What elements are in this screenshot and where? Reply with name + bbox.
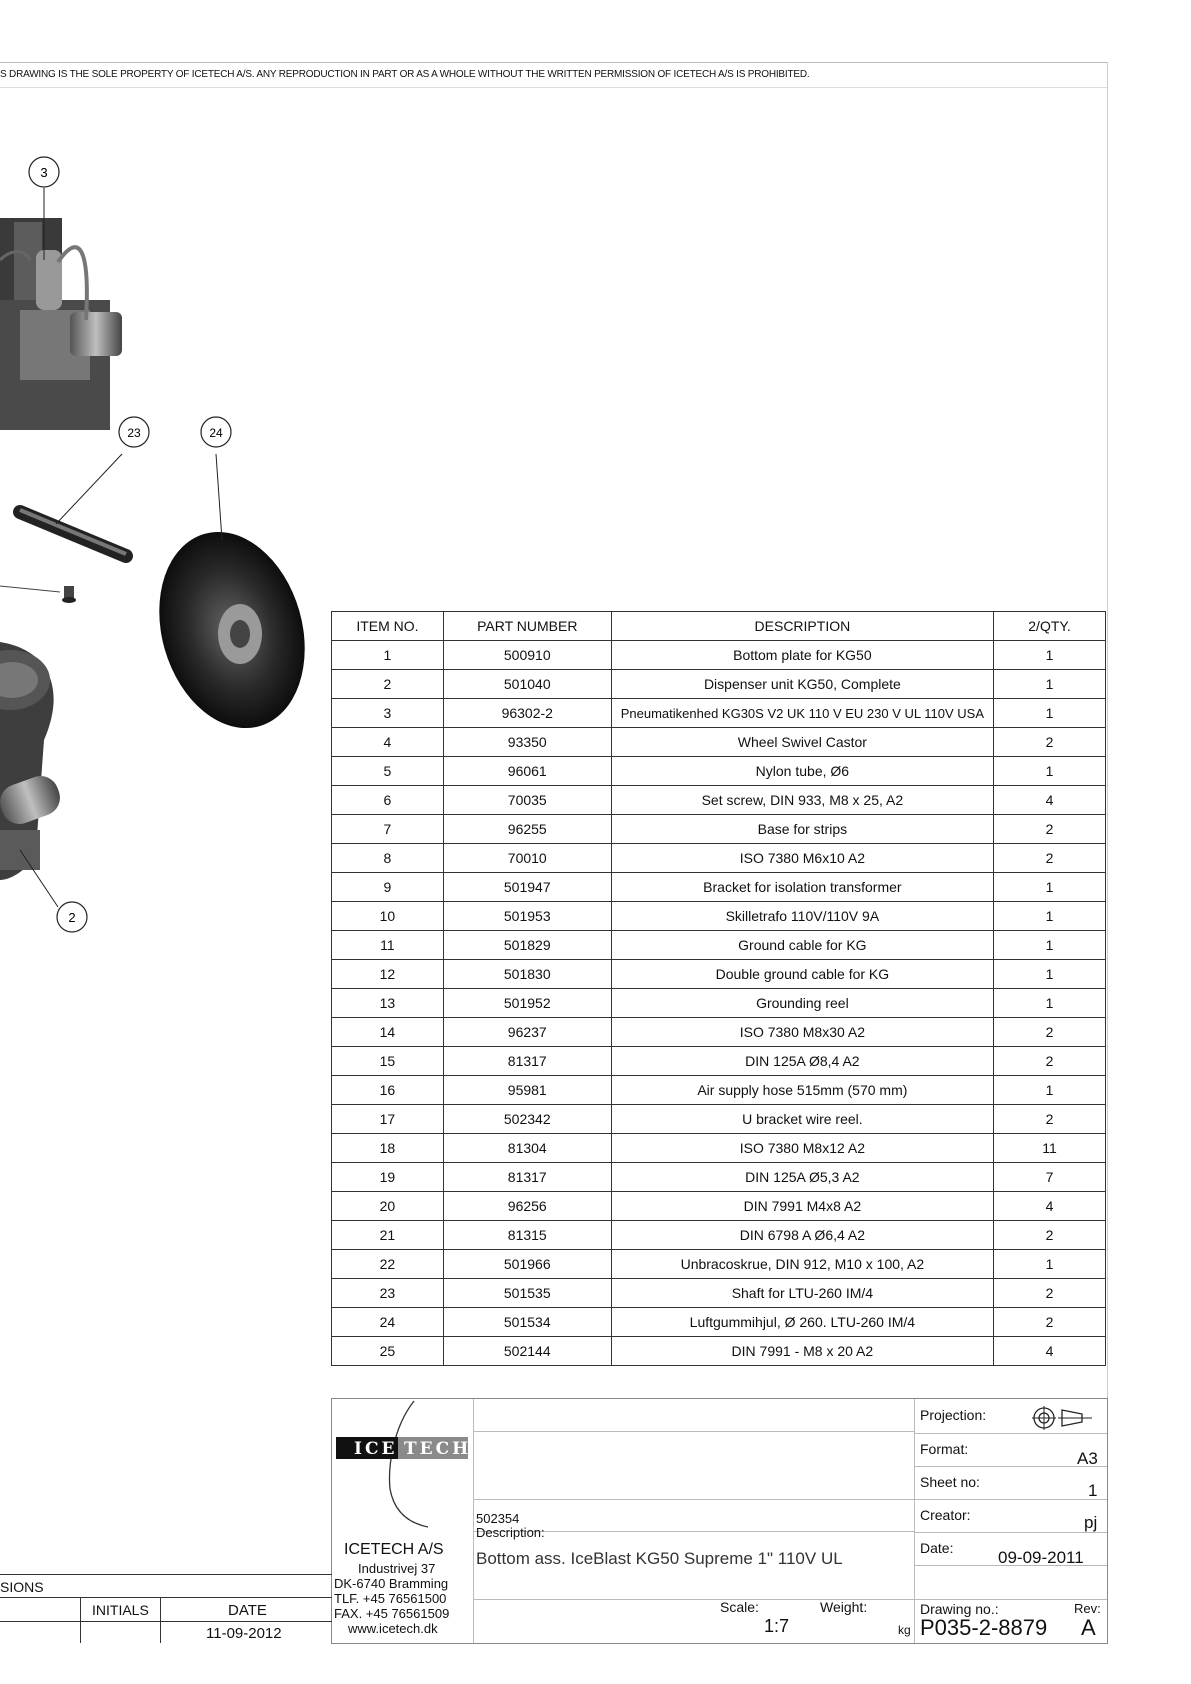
sheet-value: 1 (1088, 1481, 1098, 1500)
qty: 11 (994, 1134, 1106, 1163)
creator-value: pj (1084, 1513, 1098, 1532)
description: Wheel Swivel Castor (611, 728, 993, 757)
qty: 2 (994, 1047, 1106, 1076)
table-row (332, 960, 1106, 989)
table-row (332, 815, 1106, 844)
part-number: 502144 (443, 1337, 611, 1366)
item-no: 9 (332, 873, 444, 902)
item-no: 25 (332, 1337, 444, 1366)
table-row (332, 1163, 1106, 1192)
description: U bracket wire reel. (611, 1105, 993, 1134)
item-no: 21 (332, 1221, 444, 1250)
item-no: 19 (332, 1163, 444, 1192)
revision-date-label: DATE (228, 1602, 267, 1619)
table-row (332, 1279, 1106, 1308)
table-row (332, 873, 1106, 902)
qty: 2 (994, 1105, 1106, 1134)
qty: 2 (994, 1308, 1106, 1337)
assembly-drawing (0, 90, 330, 950)
table-row (332, 1308, 1106, 1337)
table-row (332, 1134, 1106, 1163)
qty: 1 (994, 1076, 1106, 1105)
table-row (332, 1047, 1106, 1076)
weight-unit: kg (898, 1623, 911, 1637)
description: DIN 7991 M4x8 A2 (611, 1192, 993, 1221)
company-fax: FAX. +45 76561509 (334, 1606, 450, 1621)
description: Grounding reel (611, 989, 993, 1018)
item-no: 4 (332, 728, 444, 757)
item-no: 2 (332, 670, 444, 699)
drawing-no-label: Drawing no.: (920, 1601, 999, 1617)
table-row (332, 1337, 1106, 1366)
qty: 1 (994, 873, 1106, 902)
description: Set screw, DIN 933, M8 x 25, A2 (611, 786, 993, 815)
table-row (332, 902, 1106, 931)
table-row (332, 844, 1106, 873)
table-row (332, 1018, 1106, 1047)
wheel (137, 515, 327, 746)
item-no: 18 (332, 1134, 444, 1163)
drawing-no-value: P035-2-8879 (920, 1615, 1048, 1640)
small-screw (0, 586, 76, 603)
description: Air supply hose 515mm (570 mm) (611, 1076, 993, 1105)
qty: 1 (994, 902, 1106, 931)
company-name: ICETECH A/S (344, 1541, 444, 1558)
part-number: 93350 (443, 728, 611, 757)
table-row (332, 1192, 1106, 1221)
description: Skilletrafo 110V/110V 9A (611, 902, 993, 931)
balloon-23-label: 23 (127, 426, 141, 440)
sheet-label: Sheet no: (920, 1474, 980, 1490)
description: Dispenser unit KG50, Complete (611, 670, 993, 699)
description: DIN 125A Ø8,4 A2 (611, 1047, 993, 1076)
scale-value: 1:7 (764, 1616, 790, 1636)
table-row (332, 1221, 1106, 1250)
part-number: 81315 (443, 1221, 611, 1250)
creator-label: Creator: (920, 1507, 971, 1523)
table-row (332, 641, 1106, 670)
balloon-2-label: 2 (68, 910, 76, 925)
description: Luftgummihjul, Ø 260. LTU-260 IM/4 (611, 1308, 993, 1337)
qty: 4 (994, 1192, 1106, 1221)
description: Double ground cable for KG (611, 960, 993, 989)
description: Unbracoskrue, DIN 912, M10 x 100, A2 (611, 1250, 993, 1279)
part-number: 502342 (443, 1105, 611, 1134)
scale-label: Scale: (720, 1599, 759, 1615)
item-no: 6 (332, 786, 444, 815)
part-number: 70035 (443, 786, 611, 815)
description: Pneumatikenhed KG30S V2 UK 110 V EU 230 V UL 110V USA (611, 699, 993, 728)
projection-symbol-icon (1032, 1405, 1102, 1431)
description: Bottom plate for KG50 (611, 641, 993, 670)
qty: 4 (994, 1337, 1106, 1366)
part-number: 501040 (443, 670, 611, 699)
company-website: www.icetech.dk (348, 1621, 438, 1636)
part-number: 96302-2 (443, 699, 611, 728)
drawing-description: Bottom ass. IceBlast KG50 Supreme 1" 110V UL (476, 1549, 843, 1568)
part-number: 95981 (443, 1076, 611, 1105)
projection-label: Projection: (920, 1407, 987, 1423)
balloon-3-label: 3 (40, 165, 48, 180)
col-part-number: PART NUMBER (443, 612, 611, 641)
rev-label: Rev: (1074, 1601, 1101, 1616)
table-row (332, 728, 1106, 757)
item-no: 15 (332, 1047, 444, 1076)
item-no: 17 (332, 1105, 444, 1134)
part-number: 96061 (443, 757, 611, 786)
item-no: 8 (332, 844, 444, 873)
format-label: Format: (920, 1441, 969, 1457)
description: DIN 125A Ø5,3 A2 (611, 1163, 993, 1192)
qty: 1 (994, 960, 1106, 989)
revisions-title: SIONS (0, 1579, 44, 1595)
description: Nylon tube, Ø6 (611, 757, 993, 786)
qty: 4 (994, 786, 1106, 815)
bill-of-materials (331, 611, 1106, 1366)
table-row (332, 989, 1106, 1018)
item-no: 24 (332, 1308, 444, 1337)
item-no: 1 (332, 641, 444, 670)
initials-label: INITIALS (92, 1602, 149, 1618)
table-row (332, 670, 1106, 699)
item-no: 16 (332, 1076, 444, 1105)
description: DIN 6798 A Ø6,4 A2 (611, 1221, 993, 1250)
table-row (332, 931, 1106, 960)
part-number: 501953 (443, 902, 611, 931)
item-no: 11 (332, 931, 444, 960)
description: Ground cable for KG (611, 931, 993, 960)
part-number: 96237 (443, 1018, 611, 1047)
item-no: 5 (332, 757, 444, 786)
description-label: Description: (476, 1525, 545, 1540)
col-description: DESCRIPTION (611, 612, 993, 641)
company-address-1: Industrivej 37 (358, 1561, 436, 1576)
part-number: 501952 (443, 989, 611, 1018)
description: ISO 7380 M6x10 A2 (611, 844, 993, 873)
title-block (331, 1398, 1108, 1644)
item-no: 10 (332, 902, 444, 931)
description: ISO 7380 M8x12 A2 (611, 1134, 993, 1163)
description: DIN 7991 - M8 x 20 A2 (611, 1337, 993, 1366)
part-number: 70010 (443, 844, 611, 873)
item-no: 3 (332, 699, 444, 728)
part-number: 81317 (443, 1163, 611, 1192)
part-number: 96255 (443, 815, 611, 844)
table-row (332, 699, 1106, 728)
part-number: 501829 (443, 931, 611, 960)
qty: 7 (994, 1163, 1106, 1192)
qty: 2 (994, 1018, 1106, 1047)
item-no: 20 (332, 1192, 444, 1221)
item-no: 7 (332, 815, 444, 844)
part-number: 501535 (443, 1279, 611, 1308)
col-qty: 2/QTY. (994, 612, 1106, 641)
qty: 2 (994, 728, 1106, 757)
bom-header-row (332, 612, 1106, 641)
part-number: 81304 (443, 1134, 611, 1163)
rev-value: A (1081, 1615, 1096, 1640)
item-no: 22 (332, 1250, 444, 1279)
qty: 2 (994, 1221, 1106, 1250)
qty: 1 (994, 931, 1106, 960)
table-row (332, 1076, 1106, 1105)
col-item-no: ITEM NO. (332, 612, 444, 641)
company-phone: TLF. +45 76561500 (334, 1591, 447, 1606)
part-number: 81317 (443, 1047, 611, 1076)
qty: 1 (994, 641, 1106, 670)
qty: 1 (994, 670, 1106, 699)
company-address-2: DK-6740 Bramming (334, 1576, 449, 1591)
date-value: 09-09-2011 (998, 1548, 1084, 1567)
part-number: 501830 (443, 960, 611, 989)
revisions-block (0, 1574, 332, 1643)
part-number: 96256 (443, 1192, 611, 1221)
shaft (20, 510, 126, 556)
table-row (332, 786, 1106, 815)
revision-date-value: 11-09-2012 (206, 1625, 282, 1642)
item-no: 13 (332, 989, 444, 1018)
description: Shaft for LTU-260 IM/4 (611, 1279, 993, 1308)
logo-text-ice: ICE (354, 1439, 398, 1459)
table-row (332, 1105, 1106, 1134)
part-number: 500910 (443, 641, 611, 670)
qty: 1 (994, 1250, 1106, 1279)
description: Bracket for isolation transformer (611, 873, 993, 902)
pneumatic-unit (0, 218, 122, 430)
item-no: 12 (332, 960, 444, 989)
qty: 2 (994, 1279, 1106, 1308)
date-label: Date: (920, 1540, 954, 1556)
qty: 2 (994, 844, 1106, 873)
table-row (332, 1250, 1106, 1279)
weight-label: Weight: (820, 1599, 868, 1615)
dispenser-unit (0, 642, 65, 880)
balloon-24-label: 24 (209, 426, 223, 440)
format-value: A3 (1077, 1449, 1098, 1468)
part-number: 501966 (443, 1250, 611, 1279)
description: Base for strips (611, 815, 993, 844)
icetech-logo (332, 1399, 473, 1529)
logo-text-tech: TECH (404, 1439, 472, 1459)
part-number: 501947 (443, 873, 611, 902)
qty: 1 (994, 757, 1106, 786)
item-no: 23 (332, 1279, 444, 1308)
part-no: 502354 (476, 1511, 520, 1526)
qty: 1 (994, 699, 1106, 728)
description: ISO 7380 M8x30 A2 (611, 1018, 993, 1047)
part-number: 501534 (443, 1308, 611, 1337)
qty: 2 (994, 815, 1106, 844)
table-row (332, 757, 1106, 786)
property-notice: S DRAWING IS THE SOLE PROPERTY OF ICETECH A/S. ANY REPRODUCTION IN PART OR AS A WHOLE WITHOUT THE WRITTEN PERMISSION OF ICETECH A/S IS PROHIBITED. (0, 69, 810, 80)
item-no: 14 (332, 1018, 444, 1047)
qty: 1 (994, 989, 1106, 1018)
